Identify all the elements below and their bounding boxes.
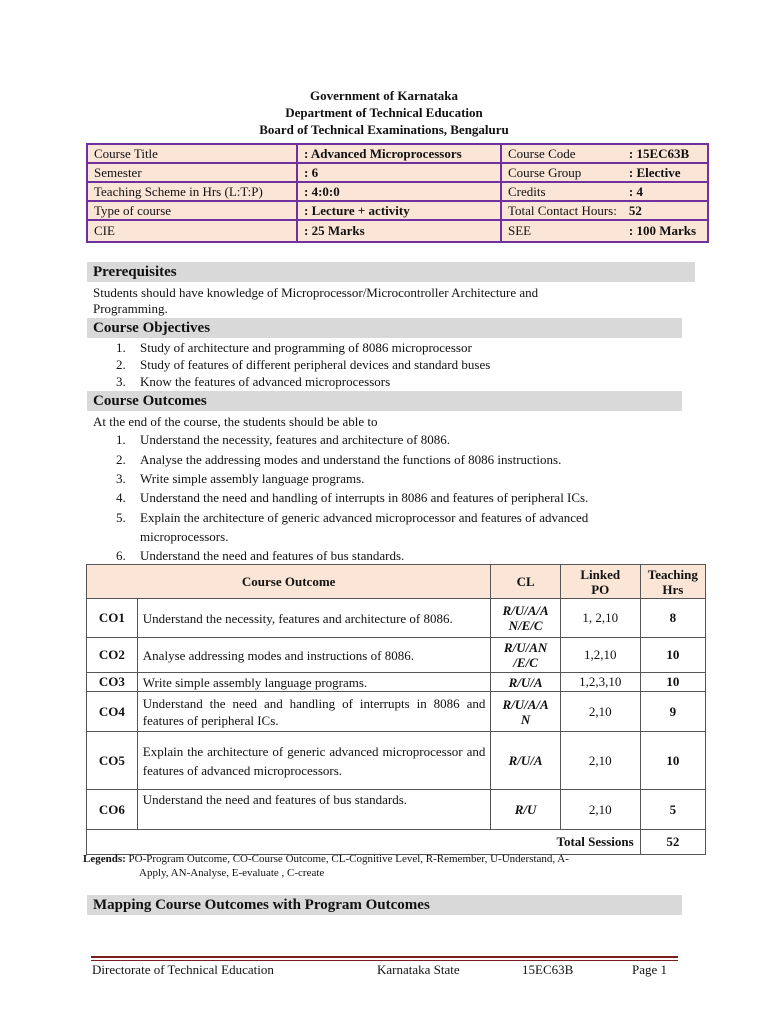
table-row xyxy=(87,790,706,830)
cl-line1: R/U/A/A xyxy=(502,603,549,618)
course-type-label: Type of course xyxy=(87,201,297,220)
list-number: 1. xyxy=(116,340,126,355)
footer-left: Directorate of Technical Education xyxy=(92,962,274,977)
header-teaching-hrs-line1: Teaching xyxy=(647,566,698,582)
co-cognitive-level: R/U/A xyxy=(491,732,560,790)
teaching-scheme-label: Teaching Scheme in Hrs (L:T:P) xyxy=(87,182,297,201)
header-linked-po xyxy=(560,565,640,599)
list-text: Explain the architecture of generic advanced microprocessor and features of advanced xyxy=(140,510,589,525)
prerequisites-text-line-2: Programming. xyxy=(93,301,168,316)
co-description: Understand the need and features of bus standards. xyxy=(137,790,491,830)
see-value: : 100 Marks xyxy=(623,220,708,242)
header-line-1: Government of Karnataka xyxy=(309,88,459,103)
header-line-2: Department of Technical Education xyxy=(285,105,483,120)
course-title-label: Course Title xyxy=(87,144,297,163)
course-title-value: : Advanced Microprocessors xyxy=(297,144,501,163)
cl-line1: R/U/A/A xyxy=(502,696,549,712)
co-linked-po: 1,2,10 xyxy=(560,638,640,673)
co-teaching-hrs: 10 xyxy=(640,732,705,790)
co-description: Analyse addressing modes and instructions of 8086. xyxy=(137,638,491,673)
credits-label: Credits xyxy=(501,182,623,201)
legends-label: Legends: xyxy=(83,853,126,865)
co-teaching-hrs: 10 xyxy=(640,673,705,692)
co-cognitive-level xyxy=(491,638,560,673)
table-row xyxy=(87,692,706,732)
co-linked-po: 1,2,3,10 xyxy=(560,673,640,692)
co-linked-po: 2,10 xyxy=(560,790,640,830)
outcomes-heading: Course Outcomes xyxy=(87,391,682,411)
outcomes-intro: At the end of the course, the students should be able to xyxy=(93,414,378,429)
semester-label: Semester xyxy=(87,163,297,182)
list-text: Analyse the addressing modes and understand the functions of 8086 instructions. xyxy=(140,452,562,467)
list-number: 6. xyxy=(116,548,126,563)
header-course-outcome: Course Outcome xyxy=(87,565,491,599)
list-text: Understand the necessity, features and architecture of 8086. xyxy=(140,432,450,447)
footer-divider xyxy=(91,956,678,958)
total-sessions-value: 52 xyxy=(640,830,705,855)
contact-hours-label: Total Contact Hours: xyxy=(501,201,623,220)
list-number: 4. xyxy=(116,490,126,505)
footer-divider-thin xyxy=(91,960,678,961)
header-linked-po-line1: Linked xyxy=(580,566,621,582)
co-linked-po: 2,10 xyxy=(560,692,640,732)
list-text: Study of features of different peripheral devices and standard buses xyxy=(140,357,491,372)
course-info-row xyxy=(87,182,708,201)
list-text: Write simple assembly language programs. xyxy=(140,471,365,486)
list-text: Understand the need and handling of interrupts in 8086 and features of peripheral ICs. xyxy=(140,490,589,505)
course-info-row xyxy=(87,144,708,163)
list-number: 2. xyxy=(116,357,126,372)
cie-value: : 25 Marks xyxy=(297,220,501,242)
list-text-continued: microprocessors. xyxy=(140,529,229,544)
course-info-row xyxy=(87,163,708,182)
footer-center: Karnataka State xyxy=(377,962,460,977)
table-total-row xyxy=(87,830,706,855)
course-info-table xyxy=(86,143,709,243)
table-row xyxy=(87,599,706,638)
teaching-scheme-value: : 4:0:0 xyxy=(297,182,501,201)
table-row xyxy=(87,638,706,673)
see-label: SEE xyxy=(501,220,623,242)
co-id: CO4 xyxy=(87,692,138,732)
mapping-heading: Mapping Course Outcomes with Program Outcomes xyxy=(87,895,682,915)
cl-line2: N xyxy=(520,711,531,727)
co-cognitive-level xyxy=(491,599,560,638)
legends-line-1 xyxy=(83,852,569,866)
list-number: 5. xyxy=(116,510,126,525)
list-text: Know the features of advanced microprocessors xyxy=(140,374,391,389)
footer-page: Page 1 xyxy=(632,962,668,977)
legends-line-2: Apply, AN-Analyse, E-evaluate , C-create xyxy=(139,867,325,879)
co-linked-po: 2,10 xyxy=(560,732,640,790)
list-number: 3. xyxy=(116,471,126,486)
cl-line2: N/E/C xyxy=(508,618,543,633)
co-description: Write simple assembly language programs. xyxy=(137,673,491,692)
co-description: Understand the need and handling of interrupts in 8086 and features of peripheral ICs. xyxy=(137,692,491,732)
prerequisites-heading: Prerequisites xyxy=(87,262,695,282)
objectives-heading: Course Objectives xyxy=(87,318,682,338)
cl-line1: R/U/AN xyxy=(503,640,548,655)
co-linked-po: 1, 2,10 xyxy=(560,599,640,638)
list-number: 2. xyxy=(116,452,126,467)
list-number: 3. xyxy=(116,374,126,389)
co-id: CO5 xyxy=(87,732,138,790)
header-line-3: Board of Technical Examinations, Bengaluru xyxy=(259,122,509,137)
header-cl: CL xyxy=(491,565,560,599)
footer-code: 15EC63B xyxy=(522,962,574,977)
course-group-label: Course Group xyxy=(501,163,623,182)
course-info-row xyxy=(87,220,708,242)
co-id: CO3 xyxy=(87,673,138,692)
table-row xyxy=(87,673,706,692)
cl-line2: /E/C xyxy=(513,655,538,670)
co-description: Understand the necessity, features and architecture of 8086. xyxy=(137,599,491,638)
co-teaching-hrs: 8 xyxy=(640,599,705,638)
header-linked-po-line2: PO xyxy=(591,581,610,597)
co-cognitive-level xyxy=(491,692,560,732)
co-cognitive-level: R/U/A xyxy=(491,673,560,692)
course-type-value: : Lecture + activity xyxy=(297,201,501,220)
co-teaching-hrs: 10 xyxy=(640,638,705,673)
course-group-value: : Elective xyxy=(623,163,708,182)
header-teaching-hrs-line2: Hrs xyxy=(662,581,684,597)
co-id: CO2 xyxy=(87,638,138,673)
prerequisites-text-line-1: Students should have knowledge of Microprocessor/Microcontroller Architecture and xyxy=(93,285,539,300)
co-id: CO6 xyxy=(87,790,138,830)
course-code-label: Course Code xyxy=(501,144,623,163)
cie-label: CIE xyxy=(87,220,297,242)
legends-text-1: PO-Program Outcome, CO-Course Outcome, CL-Cognitive Level, R-Remember, U-Understand, A- xyxy=(128,853,569,865)
list-text: Understand the need and features of bus standards. xyxy=(140,548,405,563)
course-info-row xyxy=(87,201,708,220)
total-sessions-label: Total Sessions xyxy=(87,830,641,855)
semester-value: : 6 xyxy=(297,163,501,182)
table-header-row xyxy=(87,565,706,599)
list-number: 1. xyxy=(116,432,126,447)
credits-value: : 4 xyxy=(623,182,708,201)
co-id: CO1 xyxy=(87,599,138,638)
table-row xyxy=(87,732,706,790)
list-text: Study of architecture and programming of 8086 microprocessor xyxy=(140,340,472,355)
co-teaching-hrs: 9 xyxy=(640,692,705,732)
header-teaching-hrs xyxy=(640,565,705,599)
co-cognitive-level: R/U xyxy=(491,790,560,830)
course-code-value: : 15EC63B xyxy=(623,144,708,163)
co-description: Explain the architecture of generic advanced microprocessor and features of advanced microprocessors. xyxy=(137,732,491,790)
co-teaching-hrs: 5 xyxy=(640,790,705,830)
contact-hours-value: 52 xyxy=(623,201,708,220)
course-outcome-table xyxy=(86,564,706,855)
